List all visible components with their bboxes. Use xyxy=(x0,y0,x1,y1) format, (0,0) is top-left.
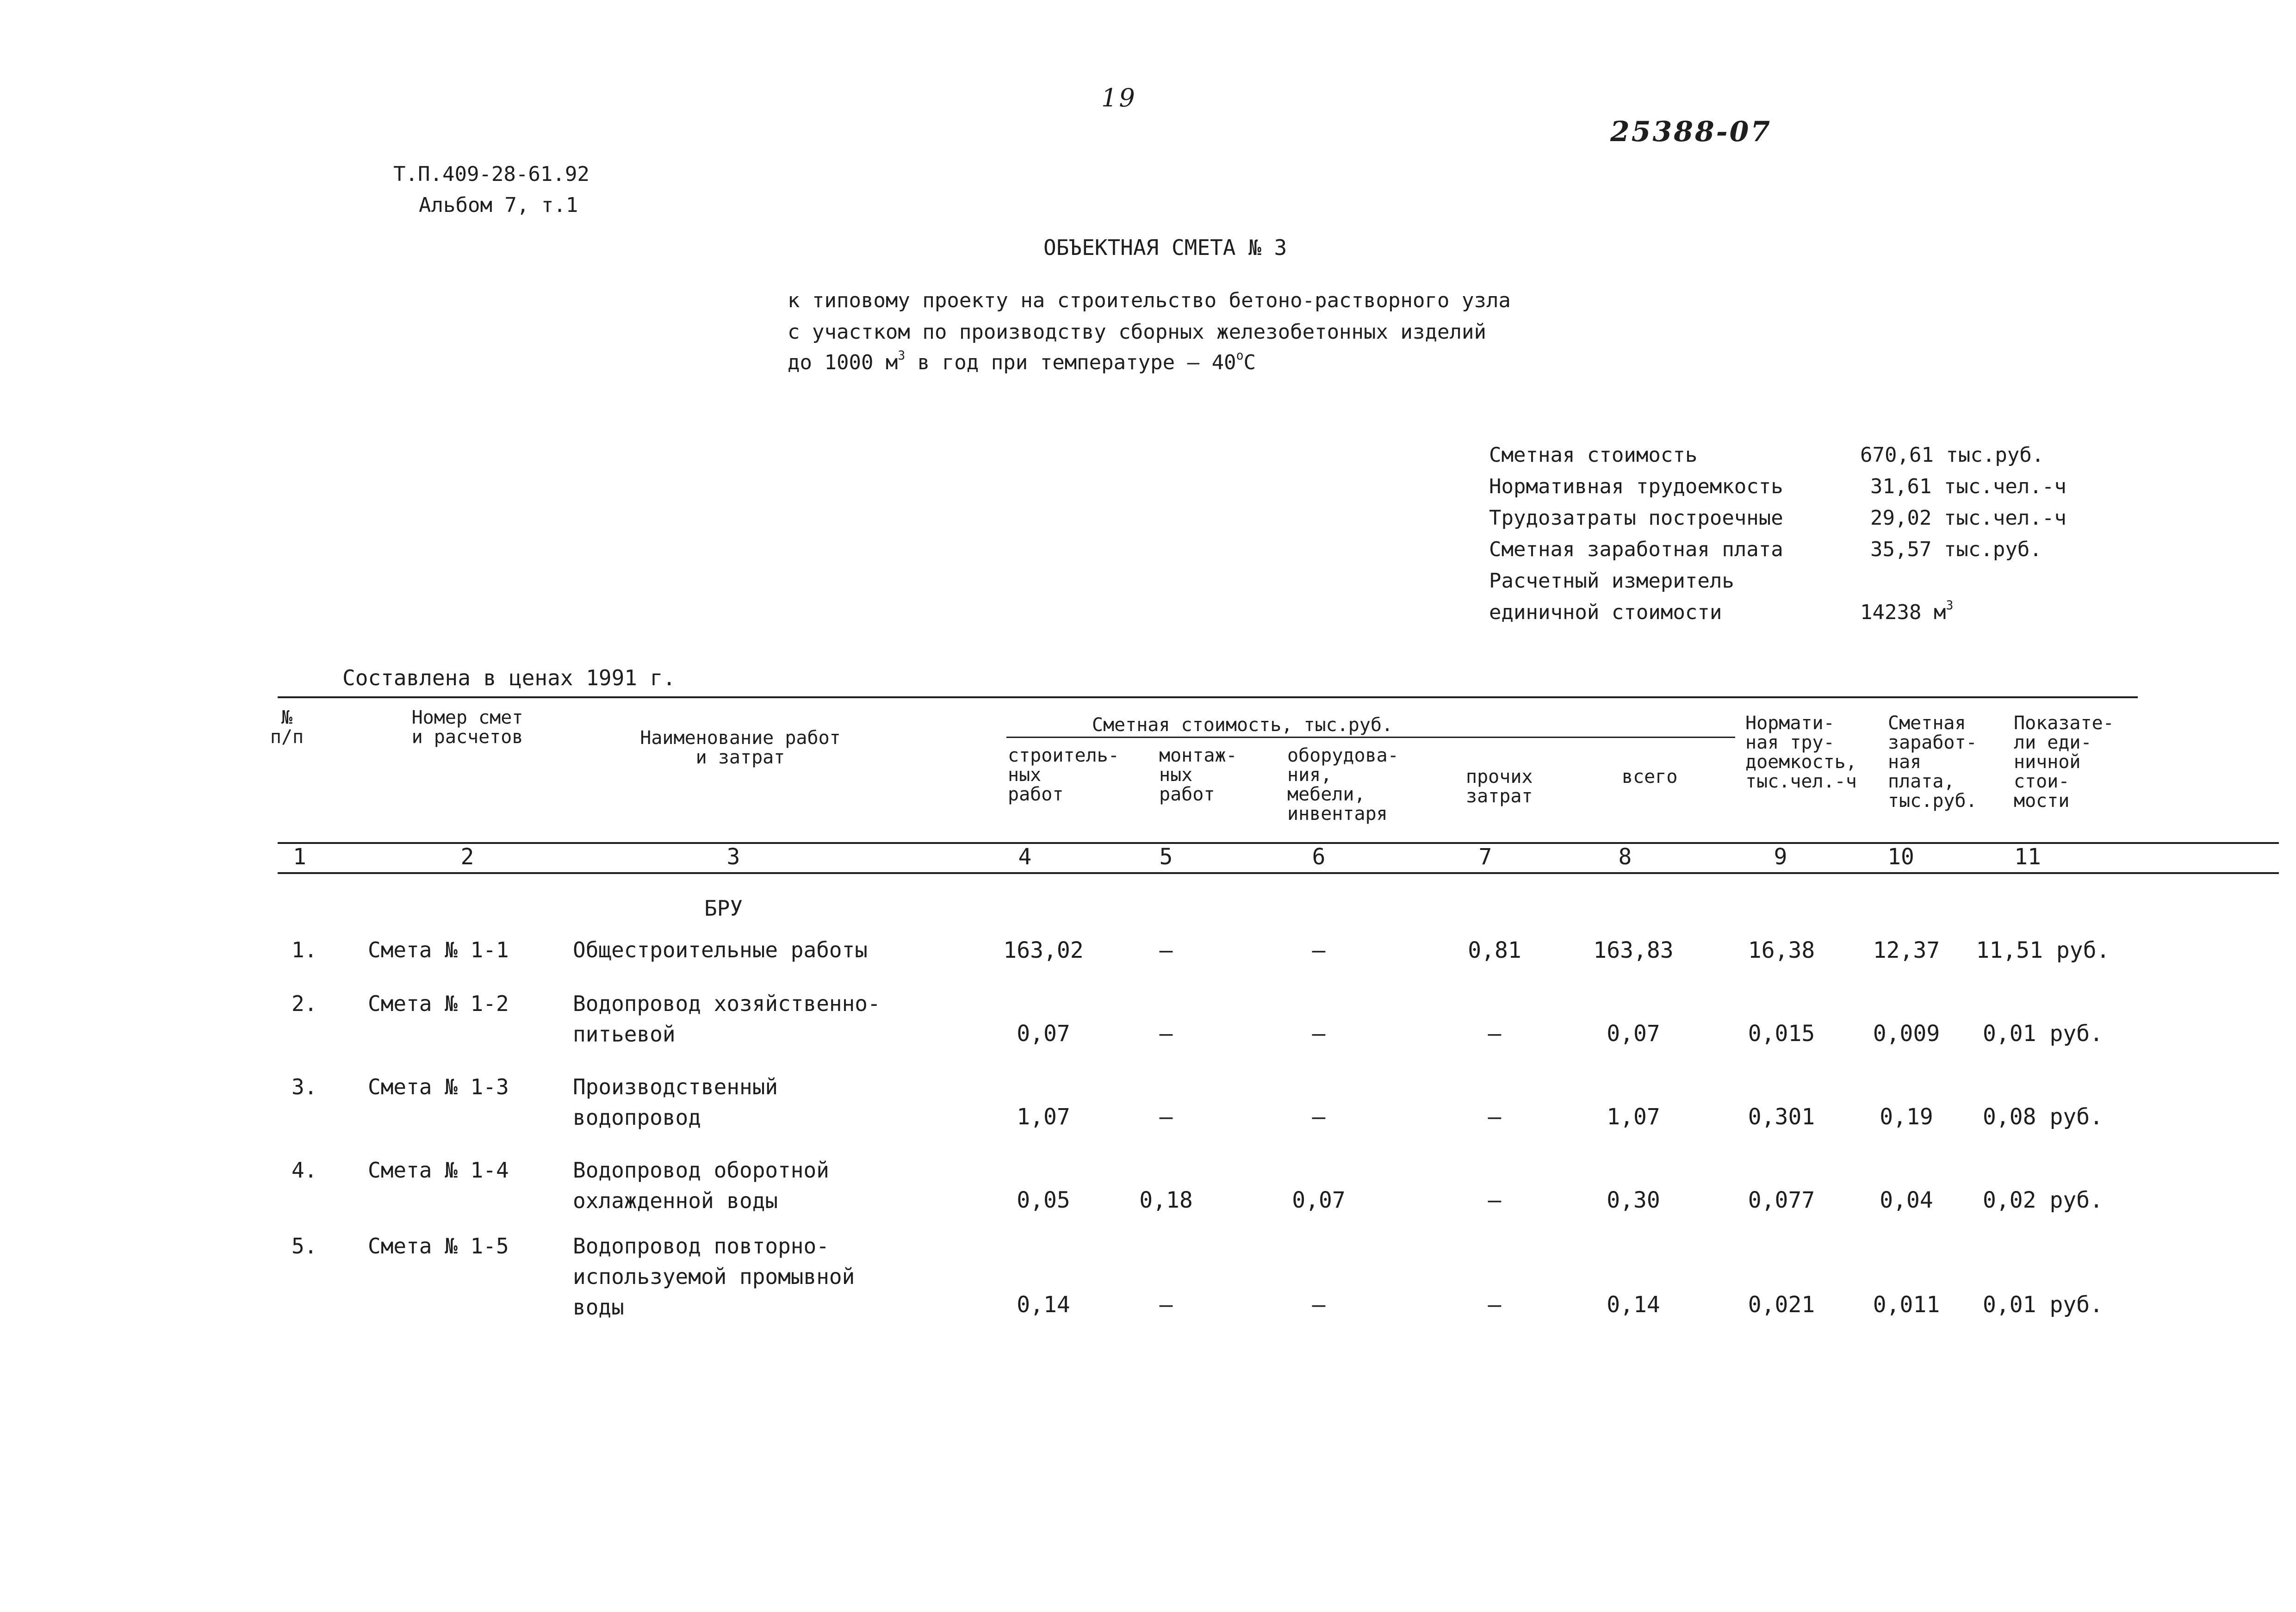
row-wages: 0,009 xyxy=(1873,1021,1940,1047)
summary-label: Сметная заработная плата xyxy=(1489,538,1783,561)
page-title: ОБЪЕКТНАЯ СМЕТА № 3 xyxy=(1043,235,1287,260)
row-work-name: Водопровод оборотной охлажденной воды xyxy=(573,1158,829,1213)
row-construction-cost: 1,07 xyxy=(1017,1104,1070,1130)
row-installation-cost: – xyxy=(1159,937,1173,963)
row-construction-cost: 163,02 xyxy=(1003,937,1084,963)
subtitle-line-3 xyxy=(788,348,1256,374)
subtitle-line-3-pre: до 1000 м xyxy=(788,351,898,374)
row-construction-cost: 0,05 xyxy=(1017,1187,1070,1213)
project-code: Т.П.409-28-61.92 xyxy=(393,162,590,186)
row-other-cost: 0,81 xyxy=(1468,937,1521,963)
row-other-cost: – xyxy=(1488,1292,1502,1318)
row-equipment-cost: 0,07 xyxy=(1292,1187,1346,1213)
row-construction-cost: 0,14 xyxy=(1017,1292,1070,1318)
header-number: № п/п xyxy=(270,707,304,748)
row-estimate-ref: Смета № 1-2 xyxy=(368,991,509,1016)
header-work-name: Наименование работ и затрат xyxy=(640,727,841,768)
row-wages: 0,19 xyxy=(1880,1104,1933,1130)
header-equipment: оборудова- ния, мебели, инвентаря xyxy=(1287,745,1399,825)
row-estimate-ref: Смета № 1-3 xyxy=(368,1074,509,1099)
subtitle-line-3-sup2: o xyxy=(1236,348,1244,363)
document-number: 25388-07 xyxy=(1610,116,1772,148)
header-labor: Нормати- ная тру- доемкость, тыс.чел.-ч xyxy=(1745,713,1857,792)
row-work-name: Общестроительные работы xyxy=(573,937,868,962)
column-number: 1 xyxy=(293,844,306,870)
row-equipment-cost: – xyxy=(1312,1292,1326,1318)
row-equipment-cost: – xyxy=(1312,1104,1326,1130)
row-wages: 0,04 xyxy=(1880,1187,1933,1213)
row-installation-cost: – xyxy=(1159,1104,1173,1130)
subtitle-line-3-sup: 3 xyxy=(898,348,906,363)
row-installation-cost: – xyxy=(1159,1292,1173,1318)
row-total-cost: 0,30 xyxy=(1607,1187,1660,1213)
row-total-cost: 163,83 xyxy=(1593,937,1674,963)
summary-label: Трудозатраты построечные xyxy=(1489,506,1783,530)
row-number: 4. xyxy=(292,1158,317,1183)
row-number: 1. xyxy=(292,937,317,962)
summary-value xyxy=(1860,598,1954,624)
summary-label: Нормативная трудоемкость xyxy=(1489,475,1783,498)
summary-value-sup: 3 xyxy=(1946,598,1954,613)
row-construction-cost: 0,07 xyxy=(1017,1021,1070,1047)
row-wages: 12,37 xyxy=(1873,937,1940,963)
column-number: 8 xyxy=(1618,844,1632,870)
row-labor: 0,077 xyxy=(1748,1187,1815,1213)
row-estimate-ref: Смета № 1-1 xyxy=(368,937,509,962)
row-other-cost: – xyxy=(1488,1187,1502,1213)
row-number: 3. xyxy=(292,1074,317,1099)
row-total-cost: 0,07 xyxy=(1607,1021,1660,1047)
row-unit-cost: 0,02 руб. xyxy=(1982,1187,2104,1213)
table-top-rule xyxy=(278,696,2138,698)
column-number: 5 xyxy=(1159,844,1173,870)
column-number: 2 xyxy=(460,844,474,870)
summary-value: 670,61 тыс.руб. xyxy=(1860,443,2044,467)
row-total-cost: 0,14 xyxy=(1607,1292,1660,1318)
row-estimate-ref: Смета № 1-4 xyxy=(368,1158,509,1183)
row-unit-cost: 0,01 руб. xyxy=(1982,1021,2104,1047)
group-underline xyxy=(1006,737,1735,738)
row-other-cost: – xyxy=(1488,1104,1502,1130)
subtitle-line-3-post: C xyxy=(1243,351,1256,374)
row-wages: 0,011 xyxy=(1873,1292,1940,1318)
page-mark: 19 xyxy=(1101,83,1137,112)
header-estimate-ref: Номер смет и расчетов xyxy=(411,707,523,748)
column-number: 10 xyxy=(1887,844,1914,870)
row-total-cost: 1,07 xyxy=(1607,1104,1660,1130)
row-work-name: Водопровод хозяйственно- питьевой xyxy=(573,991,881,1047)
header-wages: Сметная заработ- ная плата, тыс.руб. xyxy=(1888,713,1977,812)
summary-value: 35,57 тыс.руб. xyxy=(1870,538,2042,561)
header-other: прочих затрат xyxy=(1466,766,1533,807)
row-unit-cost: 0,08 руб. xyxy=(1982,1104,2104,1130)
header-cost-group: Сметная стоимость, тыс.руб. xyxy=(1092,714,1393,736)
row-installation-cost: – xyxy=(1159,1021,1173,1047)
row-equipment-cost: – xyxy=(1312,937,1326,963)
subtitle-line-2: с участком по производству сборных железобетонных изделий xyxy=(788,320,1486,344)
column-number: 7 xyxy=(1478,844,1492,870)
summary-label: Сметная стоимость xyxy=(1489,443,1698,467)
header-construction: строитель- ных работ xyxy=(1008,745,1119,805)
column-number: 11 xyxy=(2014,844,2041,870)
subtitle-line-3-mid: в год при температуре – 40 xyxy=(905,351,1236,374)
column-number: 9 xyxy=(1774,844,1787,870)
row-other-cost: – xyxy=(1488,1021,1502,1047)
column-number: 4 xyxy=(1018,844,1032,870)
header-bottom-rule xyxy=(278,842,2279,844)
subtitle-line-1: к типовому проекту на строительство бетоно-растворного узла xyxy=(788,289,1511,312)
row-unit-cost: 11,51 руб. xyxy=(1976,937,2110,963)
summary-value-number: 14238 м xyxy=(1860,601,1946,624)
row-labor: 0,021 xyxy=(1748,1292,1815,1318)
row-unit-cost: 0,01 руб. xyxy=(1982,1292,2104,1318)
section-title: БРУ xyxy=(704,896,743,921)
column-number: 3 xyxy=(726,844,740,870)
row-labor: 0,301 xyxy=(1748,1104,1815,1130)
row-installation-cost: 0,18 xyxy=(1139,1187,1193,1213)
header-installation: монтаж- ных работ xyxy=(1159,745,1237,805)
summary-value: 29,02 тыс.чел.-ч xyxy=(1870,506,2066,530)
column-number: 6 xyxy=(1312,844,1326,870)
row-labor: 0,015 xyxy=(1748,1021,1815,1047)
summary-value: 31,61 тыс.чел.-ч xyxy=(1870,475,2066,498)
row-labor: 16,38 xyxy=(1748,937,1815,963)
header-unit-cost: Показате- ли еди- ничной стои- мости xyxy=(2014,713,2114,812)
row-work-name: Производственный водопровод xyxy=(573,1074,778,1130)
row-number: 5. xyxy=(292,1234,317,1259)
summary-label: единичной стоимости xyxy=(1489,601,1722,624)
album-label: Альбом 7, т.1 xyxy=(419,193,578,217)
prices-note: Составлена в ценах 1991 г. xyxy=(342,665,676,690)
row-number: 2. xyxy=(292,991,317,1016)
row-estimate-ref: Смета № 1-5 xyxy=(368,1234,509,1259)
colnum-bottom-rule xyxy=(278,872,2279,874)
summary-label: Расчетный измеритель xyxy=(1489,569,1734,593)
header-total: всего xyxy=(1622,766,1678,787)
row-equipment-cost: – xyxy=(1312,1021,1326,1047)
row-work-name: Водопровод повторно- используемой промывной воды xyxy=(573,1234,855,1320)
